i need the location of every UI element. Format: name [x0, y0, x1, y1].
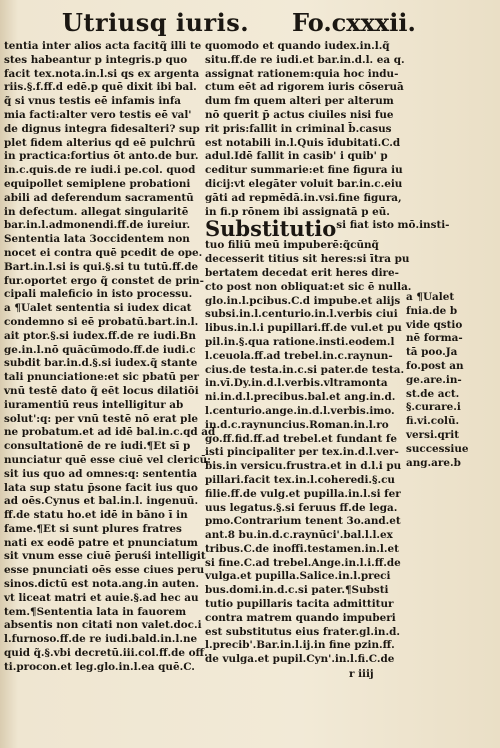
text-line: vulga.et pupilla.Salice.in.l.preci: [205, 570, 391, 583]
margin-line: st.de act.: [406, 387, 460, 400]
text-line: in.d.c.raynuncius.Roman.in.l.ro: [205, 418, 389, 431]
text-line: ant.8 bu.in.d.c.raynūci'.bal.l.l.ex: [205, 529, 393, 542]
text-line: est substitutus eius frater.gl.in.d.: [205, 625, 400, 638]
text-line: esse pnunciati oēs esse ciues peru: [4, 564, 205, 577]
text-line: rit pris:fallit in criminal b̄.casus: [205, 122, 392, 135]
text-line: condemno si eē probatū.bart.in.l.: [4, 315, 199, 328]
margin-line: ge.are.in-: [406, 373, 462, 386]
text-line: plet fidem alterius qd eē pulchrū: [4, 136, 196, 149]
text-line: gāti ad repmēdā.in.vsi.fine figura,: [205, 191, 402, 204]
text-line: isti pincipaliter per tex.in.d.l.ver-: [205, 446, 399, 459]
right-column-bottom-block: [205, 239, 412, 667]
text-line: tutio pupillaris tacita admittitur: [205, 598, 394, 611]
text-line: nati ex eodē patre et pnunciatum: [4, 536, 198, 549]
text-line: stes habeantur p integris.p quo: [4, 53, 188, 66]
text-line: consultationē de re iudi.¶Et sī p: [4, 440, 191, 453]
text-line: vt liceat matri et auie.§.ad hec au: [4, 591, 199, 604]
margin-line: a ¶Ualet: [406, 291, 455, 303]
text-line: subsi.in.l.centurio.in.l.verbis ciui: [205, 308, 398, 321]
signature-mark: r iiij: [349, 668, 374, 680]
text-line: contra matrem quando impuberi: [205, 611, 396, 624]
text-line: de dignus integra fidesalteri? sup: [4, 122, 200, 135]
margin-line: successiue: [406, 442, 469, 455]
running-title: Utriusq iuris.: [62, 8, 250, 37]
text-line: nō querit p̄ actus ciuiles nisi fue: [205, 108, 394, 121]
text-line: riis.§.f.ff.d edē.p quē dixit ibi bal.: [4, 81, 197, 94]
margin-line: ang.are.b: [406, 456, 461, 469]
text-line: nocet ei contra quē pcedit de ope.: [4, 246, 203, 259]
text-line: q̃ si vnus testis eē infamis infa: [4, 95, 182, 108]
text-line: ti.procon.et leg.glo.in.l.ea quē.C.: [4, 660, 195, 673]
text-line: uus legatus.§.si feruus ff.de lega.: [205, 501, 398, 514]
text-line: in practica:fortius ōt anto.de bur.: [4, 150, 199, 163]
text-line: assignat rationem:quia hoc indu-: [205, 67, 399, 80]
text-line: tribus.C.de inoffi.testamen.in.l.et: [205, 542, 399, 555]
text-line: fur.oportet ergo q̃ constet de prin-: [4, 274, 204, 287]
text-line: bus.domi.in.d.c.si pater.¶Substi: [205, 584, 389, 597]
folio-number: Fo.cxxxii.: [292, 8, 416, 37]
margin-line: §.curare.i: [406, 401, 461, 414]
text-line: pillari.facit tex.in.l.coheredi.§.cu: [205, 473, 395, 486]
text-line: go.ff.fid.ff.ad trebel.et fundant fe: [205, 432, 397, 445]
text-line: sit ius quo ad omnes:q: sententia: [4, 467, 198, 480]
text-line: dicij:vt elegāter voluit bar.in.c.eiu: [205, 177, 403, 190]
text-line: tuo filiū meū impuberē:q̃cūnq̃: [205, 239, 379, 252]
text-line: si fine.C.ad trebel.Ange.in.l.i.ff.de: [205, 556, 401, 569]
margin-line: versi.qrit: [406, 428, 460, 441]
right-column-top-block: [205, 40, 403, 219]
text-line: tali pnunciatione:et sic pbatū per: [4, 371, 200, 384]
text-line: glo.in.l.pcibus.C.d impube.et alijs: [205, 294, 401, 307]
text-line: Sententia lata 3occidentem non: [4, 233, 190, 246]
text-line: libus.in.l.i pupillari.ff.de vul.et pu: [205, 322, 402, 335]
text-line: pil.in.§.qua ratione.insti.eodem.l: [205, 335, 395, 348]
text-line: tem.¶Sententia lata in fauorem: [4, 605, 187, 618]
text-line: in.vī.Dy.in.d.l.verbis.vltramonta: [205, 377, 388, 390]
text-line: adul.Idē fallit in casib' i quib' p: [205, 150, 388, 163]
text-line: dum fm quem alteri per alterum: [205, 95, 394, 108]
text-line: facit tex.nota.in.l.si qs ex argenta: [4, 67, 200, 80]
text-line: cius.de testa.in.c.si pater.de testa.: [205, 363, 405, 376]
text-line: decesserit titius sit heres:si ītra pu: [205, 253, 410, 266]
rubric-continuation: si fiat isto mō.insti-: [336, 219, 450, 232]
text-line: fame.¶Et si sunt plures fratres: [4, 522, 182, 535]
margin-line: nē forma-: [406, 332, 463, 345]
text-line: est notabili in.l.Quis īdubitati.C.d: [205, 136, 401, 149]
margin-line: fo.post an: [406, 359, 464, 372]
text-line: solut':q: per vnū testē nō erat ple: [4, 412, 198, 425]
text-line: in.c.quis.de re iudi.i pe.col. quod: [4, 164, 196, 177]
text-line: l.precib'.Bar.in.l.ij.in fine pzin.ff.: [205, 639, 395, 652]
text-line: quomodo et quando iudex.in.l.q̃: [205, 40, 390, 52]
text-line: sinos.dictū est nota.ang.in auten.: [4, 578, 199, 591]
text-line: ctum eēt ad rigorem iuris cōseruā: [205, 81, 404, 94]
margin-line: vide qstio: [406, 318, 463, 331]
text-line: l.furnoso.ff.de re iudi.bald.in.l.ne: [4, 633, 198, 646]
text-line: ceditur summarie:et fine figura iu: [205, 164, 403, 177]
text-line: bis.in versicu.frustra.et in d.l.i pu: [205, 460, 402, 473]
left-text-column: [4, 40, 216, 675]
margin-line: fi.vi.colū.: [406, 415, 460, 428]
text-line: ni.in.d.l.precibus.bal.et ang.in.d.: [205, 391, 396, 404]
text-line: situ.ff.de re iudi.et bar.in.d.l. ea q.: [205, 53, 405, 66]
text-line: Bart.in.l.si is qui.§.si tu tutū.ff.de: [4, 260, 199, 273]
text-line: de vulga.et pupil.Cyn'.in.l.fi.C.de: [205, 653, 395, 666]
text-line: abili ad deferendum sacramentū: [4, 191, 194, 204]
running-header: [0, 4, 500, 38]
rubric-word: Substitutio: [205, 216, 337, 242]
text-line: ad oēs.Cynus et bal.in.l. ingenuū.: [4, 495, 199, 508]
text-line: iuramentiū reus intelligitur ab: [4, 398, 184, 411]
text-line: a ¶Ualet sententia si iudex dicat: [4, 302, 192, 315]
text-line: nunciatur quē esse ciuē vel clericū:: [4, 453, 211, 466]
text-line: tentia inter alios acta facitq̃ illi te: [4, 40, 202, 52]
text-line: pmo.Contrarium tenent 3o.and.et: [205, 515, 401, 528]
margin-line: tā poo.Ja: [406, 346, 458, 359]
text-line: absentis non citati non valet.doc.i: [4, 619, 202, 632]
text-line: ait ptor.§.si iudex.ff.de re iudi.Bn: [4, 329, 196, 342]
text-line: filie.ff.de vulg.et pupilla.in.l.si fer: [205, 487, 401, 500]
text-line: equipollet semiplene probationi: [4, 177, 191, 190]
text-line: sit vnum esse ciuē p̄eruśi intelligit: [4, 550, 206, 563]
section-rubric: [205, 216, 450, 242]
text-line: subdit bar.in.d.§.si iudex.q̃ stante: [4, 357, 198, 370]
text-line: in fi.p rōnem ibi assignatā p eū.: [205, 205, 390, 218]
text-line: lata sup statu p̄sone facit ius quo: [4, 481, 198, 494]
text-line: bertatem decedat erit heres dire-: [205, 266, 399, 279]
text-line: ne probatum.et ad idē bal.in.c.qd ad: [4, 426, 216, 439]
text-line: ff.de statu ho.et idē in bāno ī in: [4, 509, 188, 522]
text-line: bar.in.l.admonendi.ff.de iureiur.: [4, 219, 191, 232]
margin-line: fnia.de b: [406, 304, 458, 317]
text-line: in defectum. allegat singularitē: [4, 205, 189, 218]
text-line: quid q̃.§.vbi decretū.iii.col.ff.de off.: [4, 647, 208, 660]
text-line: cipali maleficio in isto processu.: [4, 288, 193, 301]
text-line: vnū testē dato q̃ eēt locus dilatiōi: [4, 384, 199, 397]
text-line: ge.in.l.nō quācūmodo.ff.de iudi.c: [4, 343, 196, 356]
text-line: l.centurio.ange.in.d.l.verbis.imo.: [205, 404, 395, 417]
text-line: cto post non obliquat:et sic ē nulla.: [205, 280, 412, 293]
marginal-note: [406, 291, 498, 470]
text-line: l.ceuola.ff.ad trebel.in.c.raynun-: [205, 349, 393, 362]
text-line: mia facti:alter vero testis eē val': [4, 108, 192, 121]
